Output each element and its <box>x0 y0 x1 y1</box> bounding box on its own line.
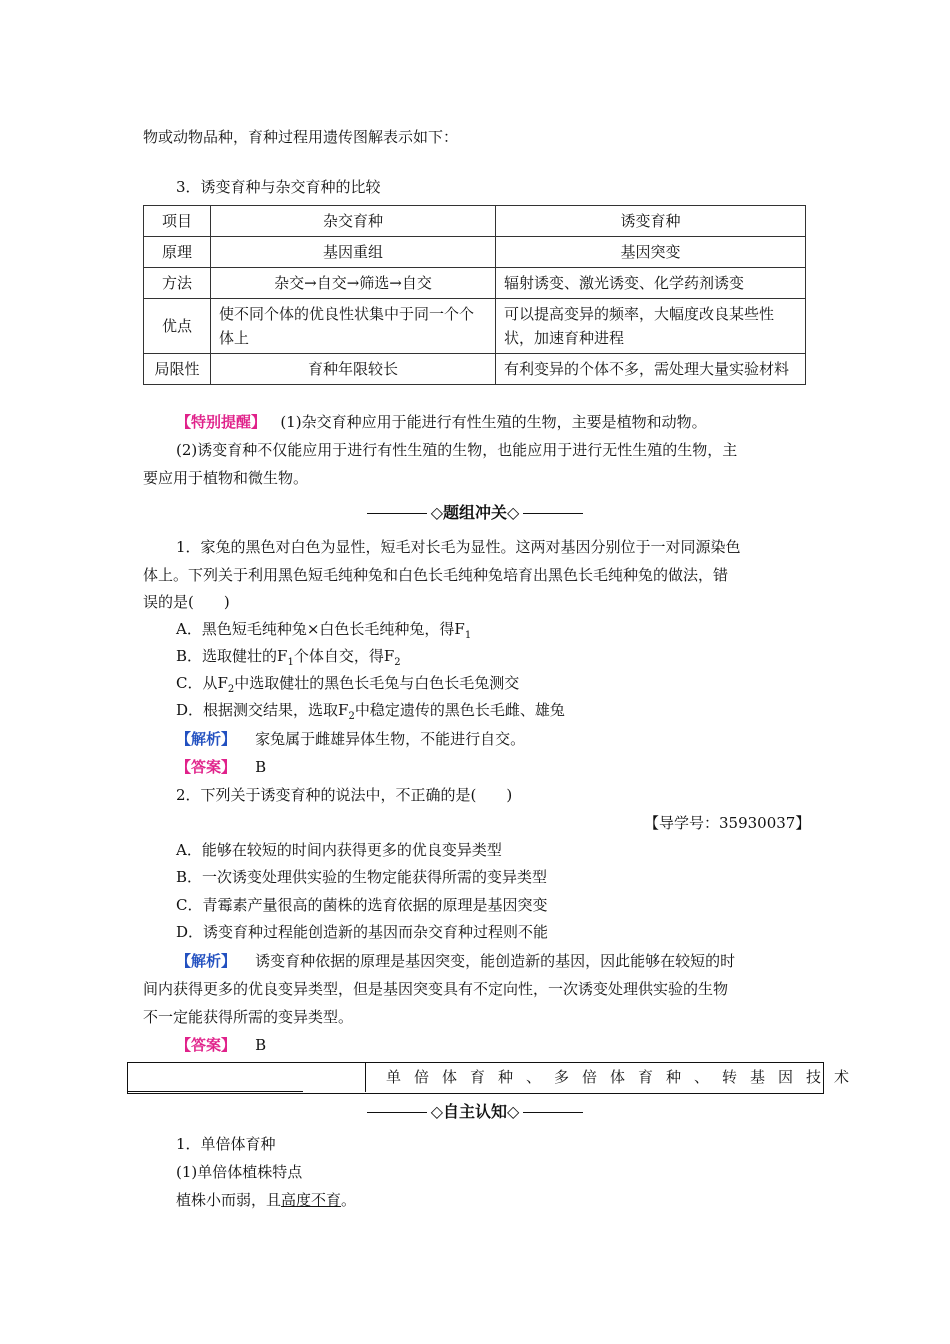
topic-title: 单倍体育种、多倍体育种、转基因技术 <box>386 1068 863 1086</box>
comparison-table <box>143 205 806 385</box>
table-cell: 原理 <box>144 237 211 268</box>
q1-option-c: C．从$F_2$中选取健壮的黑色长毛兔与白色长毛兔测交 <box>176 674 520 695</box>
q1-answer: 【答案】 B <box>176 758 267 776</box>
q2-option-b: B．一次诱变处理供实验的生物定能获得所需的变异类型 <box>176 868 548 886</box>
table-cell: 辐射诱变、激光诱变、化学药剂诱变 <box>496 268 806 299</box>
table-header-row <box>144 206 806 237</box>
s1-title: 1．单倍体育种 <box>176 1135 276 1153</box>
q1-option-b: B．选取健壮的$F_1$个体自交，得$F_2$ <box>176 647 401 668</box>
q1-analysis: 【解析】 家兔属于雌雄异体生物，不能进行自交。 <box>176 730 526 748</box>
q2-option-c: C．青霉素产量很高的菌株的选育依据的原理是基因突变 <box>176 896 548 914</box>
table-row <box>144 354 806 385</box>
table-header-cell: 诱变育种 <box>496 206 806 237</box>
q2-analysis-b: 间内获得更多的优良变异类型，但是基因突变具有不定向性，一次诱变处理供实验的生物 <box>143 980 729 998</box>
guide-number: 【导学号：35930037】 <box>644 814 811 832</box>
q2-option-a: A．能够在较短的时间内获得更多的优良变异类型 <box>176 841 502 859</box>
blank-answer: 高度不育 <box>281 1191 342 1209</box>
q1-option-a: A．黑色短毛纯种兔×白色长毛纯种兔，得$F_1$ <box>176 620 472 641</box>
q2-analysis-a: 【解析】 诱变育种依据的原理是基因突变，能创造新的基因，因此能够在较短的时 <box>176 952 736 970</box>
section-divider-group <box>0 500 950 523</box>
table-row <box>144 299 806 354</box>
answer-tag: 【答案】 <box>176 758 237 776</box>
reminder-p2a: (2)诱变育种不仅能应用于进行有性生殖的生物，也能应用于进行无性生殖的生物，主 <box>176 441 738 459</box>
reminder-tag: 【特别提醒】 <box>176 413 267 431</box>
section-title-self: ◇自主认知◇ <box>430 1102 520 1121</box>
q2-option-d: D．诱变育种过程能创造新的基因而杂交育种过程则不能 <box>176 923 549 941</box>
table-cell: 有利变异的个体不多，需处理大量实验材料 <box>496 354 806 385</box>
table-cell: 育种年限较长 <box>211 354 496 385</box>
table-header-cell: 项目 <box>144 206 211 237</box>
reminder-line1 <box>176 411 707 433</box>
answer-tag: 【答案】 <box>176 1036 237 1054</box>
analysis-tag: 【解析】 <box>176 952 237 970</box>
q1-option-d: D．根据测交结果，选取$F_2$中稳定遗传的黑色长毛雌、雄兔 <box>176 701 565 722</box>
q2-stem: 2．下列关于诱变育种的说法中，不正确的是( ) <box>176 786 513 804</box>
table-cell: 使不同个体的优良性状集中于同一个个体上 <box>211 299 496 354</box>
table-cell: 优点 <box>144 299 211 354</box>
table-header-cell: 杂交育种 <box>211 206 496 237</box>
section3-title: 3．诱变育种与杂交育种的比较 <box>176 178 381 196</box>
topic-title-box <box>127 1062 863 1094</box>
table-row <box>144 268 806 299</box>
table-cell: 基因突变 <box>496 237 806 268</box>
s1-subtitle: (1)单倍体植株特点 <box>176 1163 303 1181</box>
reminder-p1: (1)杂交育种应用于能进行有性生殖的生物，主要是植物和动物。 <box>280 413 707 431</box>
section-title-group: ◇题组冲关◇ <box>430 503 520 522</box>
table-cell: 可以提高变异的频率，大幅度改良某些性状，加速育种进程 <box>496 299 806 354</box>
intro-text: 物或动物品种，育种过程用遗传图解表示如下： <box>143 128 459 146</box>
table-cell: 杂交→自交→筛选→自交 <box>211 268 496 299</box>
table-cell: 方法 <box>144 268 211 299</box>
q2-analysis-c: 不一定能获得所需的变异类型。 <box>143 1008 354 1026</box>
section-divider-self <box>0 1099 950 1122</box>
table-cell: 局限性 <box>144 354 211 385</box>
table-row <box>144 237 806 268</box>
q2-answer: 【答案】 B <box>176 1036 267 1054</box>
s1-text: 植株小而弱，且高度不育。 <box>176 1191 357 1209</box>
table-cell: 基因重组 <box>211 237 496 268</box>
q1-stem-c: 误的是( ) <box>143 593 230 611</box>
q1-stem-a: 1．家兔的黑色对白色为显性，短毛对长毛为显性。这两对基因分别位于一对同源染色 <box>176 538 741 556</box>
analysis-tag: 【解析】 <box>176 730 237 748</box>
reminder-p2b: 要应用于植物和微生物。 <box>143 469 309 487</box>
q1-stem-b: 体上。下列关于利用黑色短毛纯种兔和白色长毛纯种兔培育出黑色长毛纯种兔的做法，错 <box>143 566 729 584</box>
